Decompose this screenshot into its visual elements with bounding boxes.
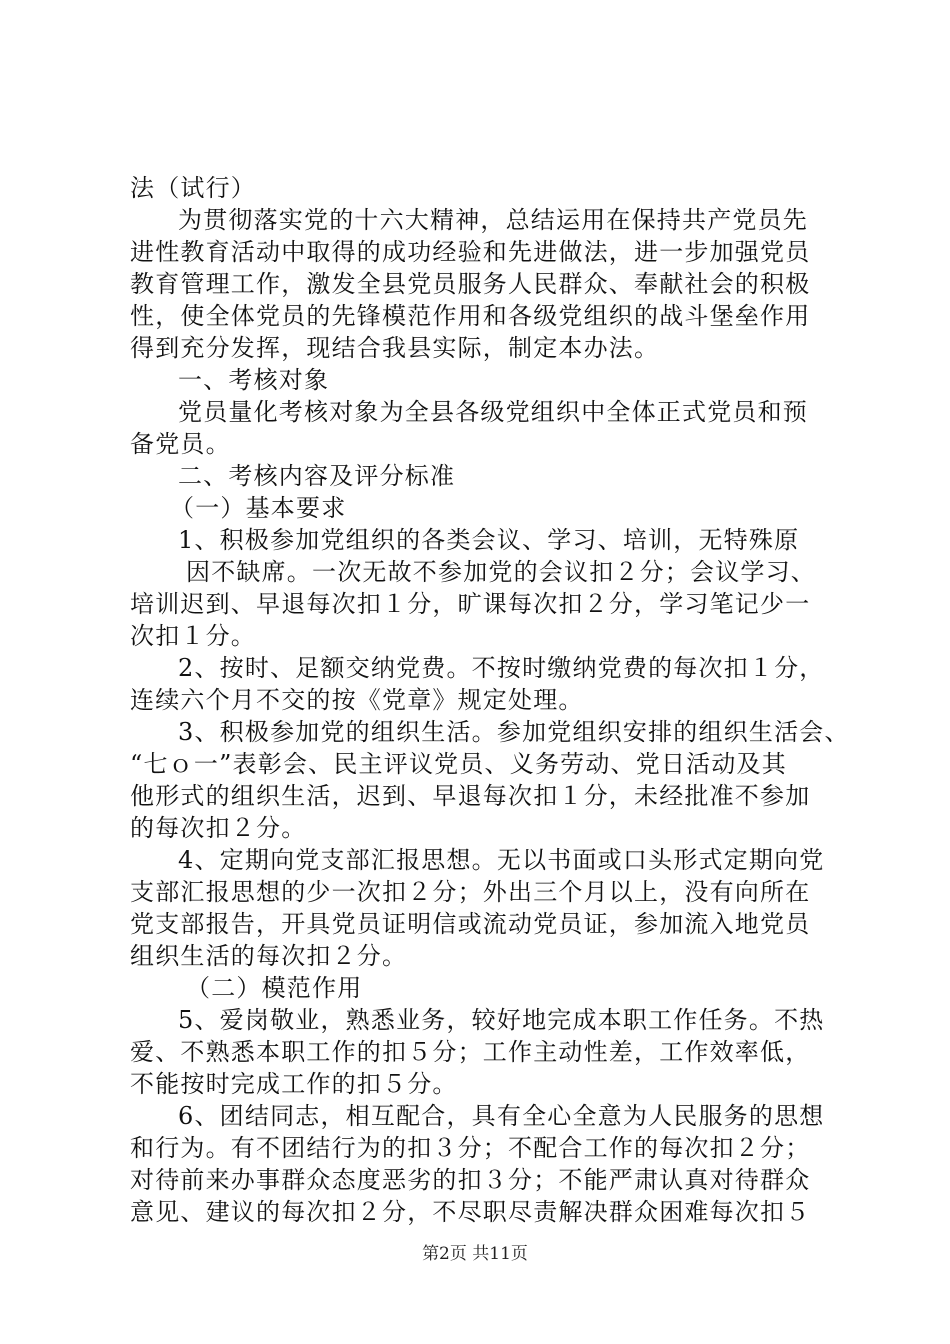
text-line: 6、团结同志，相互配合，具有全心全意为人民服务的思想 [178, 1102, 825, 1130]
document-body [130, 172, 850, 1228]
text-line: 因不缺席。一次无故不参加党的会议扣２分；会议学习、 [186, 558, 816, 586]
page-footer [0, 1243, 950, 1265]
text-line: 和行为。有不团结行为的扣３分；不配合工作的每次扣２分； [130, 1134, 811, 1162]
text-line: 他形式的组织生活，迟到、早退每次扣１分，未经批准不参加 [130, 782, 811, 810]
text-line: 5、爱岗敬业，熟悉业务，较好地完成本职工作任务。不热 [178, 1006, 825, 1034]
text-line: 对待前来办事群众态度恶劣的扣３分；不能严肃认真对待群众 [130, 1166, 811, 1194]
text-line: 性，使全体党员的先锋模范作用和各级党组织的战斗堡垒作用 [130, 302, 811, 330]
subsection-heading: （二）模范作用 [186, 974, 363, 1002]
text-line: 4、定期向党支部汇报思想。无以书面或口头形式定期向党 [178, 846, 825, 874]
text-line: 1、积极参加党组织的各类会议、学习、培训，无特殊原 [178, 526, 800, 554]
text-line: 进性教育活动中取得的成功经验和先进做法，进一步加强党员 [130, 238, 811, 266]
text-line: 组织生活的每次扣２分。 [130, 942, 408, 970]
subsection-heading: （一）基本要求 [170, 494, 347, 522]
text-line: 连续六个月不交的按《党章》规定处理。 [130, 686, 584, 714]
section-heading: 二、考核内容及评分标准 [178, 462, 456, 490]
text-line: 的每次扣２分。 [130, 814, 307, 842]
text-line: “七ｏ一”表彰会、民主评议党员、义务劳动、党日活动及其 [130, 750, 787, 778]
text-line: 意见、建议的每次扣２分，不尽职尽责解决群众困难每次扣５ [130, 1198, 811, 1226]
text-line: 2、按时、足额交纳党费。不按时缴纳党费的每次扣１分， [178, 654, 825, 682]
text-line: 培训迟到、早退每次扣１分，旷课每次扣２分，学习笔记少一 [130, 590, 811, 618]
text-line: 3、积极参加党的组织生活。参加党组织安排的组织生活会、 [178, 718, 850, 746]
text-line: 备党员。 [130, 430, 231, 458]
text-line: 教育管理工作，激发全县党员服务人民群众、奉献社会的积极 [130, 270, 811, 298]
text-line: 得到充分发挥，现结合我县实际，制定本办法。 [130, 334, 660, 362]
text-line: 党支部报告，开具党员证明信或流动党员证，参加流入地党员 [130, 910, 811, 938]
text-line: 支部汇报思想的少一次扣２分；外出三个月以上，没有向所在 [130, 878, 811, 906]
text-line: 不能按时完成工作的扣５分。 [130, 1070, 458, 1098]
text-line: 党员量化考核对象为全县各级党组织中全体正式党员和预 [178, 398, 808, 426]
section-heading: 一、考核对象 [178, 366, 330, 394]
page-number-label: 第2页 共11页 [422, 1244, 528, 1264]
text-line: 爱、不熟悉本职工作的扣５分；工作主动性差，工作效率低， [130, 1038, 811, 1066]
text-line: 法（试行） [130, 174, 256, 202]
text-line: 为贯彻落实党的十六大精神，总结运用在保持共产党员先 [178, 206, 808, 234]
text-line: 次扣１分。 [130, 622, 256, 650]
